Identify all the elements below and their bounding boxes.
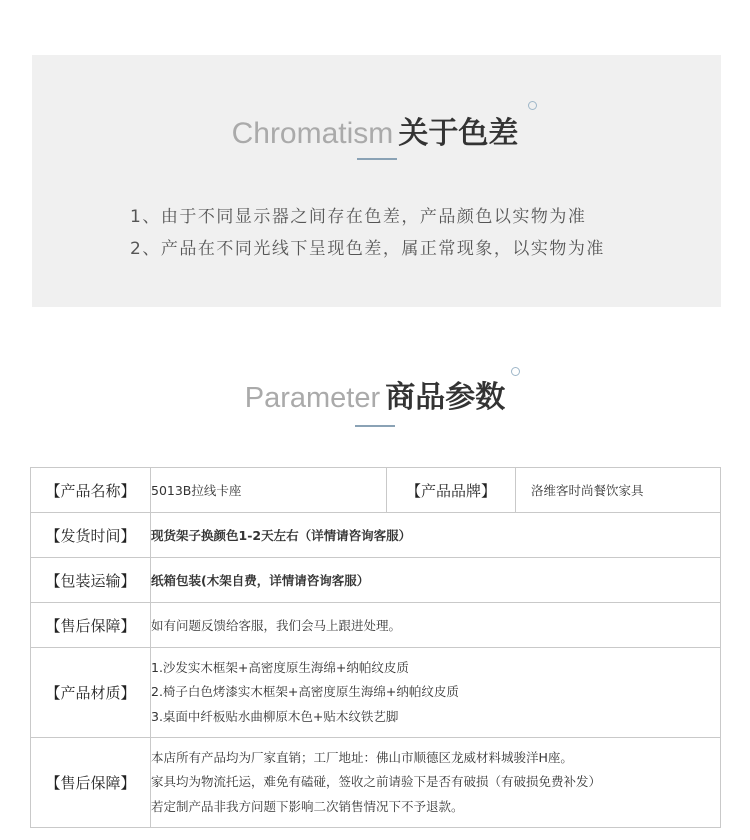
material-line-3: 3.桌面中纤板贴水曲柳原木色+贴木纹铁艺脚 <box>151 708 399 724</box>
decorative-circle-icon <box>511 367 520 376</box>
shipping-time-value: 现货架子换颜色1-2天左右（详情请咨询客服） <box>151 513 721 558</box>
product-name-value: 5013B拉线卡座 <box>151 468 387 513</box>
packaging-label: 【包装运输】 <box>31 558 151 603</box>
product-name-label: 【产品名称】 <box>31 468 151 513</box>
packaging-value: 纸箱包装(木架自费，详情请咨询客服） <box>151 558 721 603</box>
policy-line-1: 本店所有产品均为厂家直销；工厂地址：佛山市顺德区龙威材料城骏洋H座。 <box>151 749 573 765</box>
product-brand-value: 洛维客时尚餐饮家具 <box>516 468 721 513</box>
after-sales-policy-value <box>151 738 721 828</box>
parameter-title-cn: 商品参数 <box>385 380 506 415</box>
table-row <box>31 468 721 513</box>
policy-line-3: 若定制产品非我方问题下影响二次销售情况下不予退款。 <box>151 798 464 814</box>
table-row <box>31 738 721 828</box>
chromatism-notes <box>130 201 605 265</box>
after-sales-label: 【售后保障】 <box>31 603 151 648</box>
material-label: 【产品材质】 <box>31 648 151 738</box>
table-row <box>31 603 721 648</box>
decorative-circle-icon <box>528 101 537 110</box>
after-sales-policy-label: 【售后保障】 <box>31 738 151 828</box>
policy-line-2: 家具均为物流托运，难免有磕碰，签收之前请验下是否有破损（有破损免费补发） <box>151 774 602 790</box>
chromatism-title-underline <box>357 158 397 160</box>
product-brand-label: 【产品品牌】 <box>387 468 516 513</box>
after-sales-value: 如有问题反馈给客服，我们会马上跟进处理。 <box>151 603 721 648</box>
material-line-1: 1.沙发实木框架+高密度原生海绵+纳帕纹皮质 <box>151 659 409 675</box>
chromatism-title-cn: 关于色差 <box>398 116 519 151</box>
parameter-title-en: Parameter <box>244 382 381 414</box>
table-row <box>31 558 721 603</box>
table-row <box>31 513 721 558</box>
shipping-time-label: 【发货时间】 <box>31 513 151 558</box>
material-value <box>151 648 721 738</box>
chromatism-panel <box>32 55 721 307</box>
chromatism-title-en: Chromatism <box>231 117 394 150</box>
parameter-table <box>30 467 721 828</box>
chromatism-note-2: 2、产品在不同光线下呈现色差，属正常现象，以实物为准 <box>130 239 605 259</box>
material-line-2: 2.椅子白色烤漆实木框架+高密度原生海绵+纳帕纹皮质 <box>151 684 459 700</box>
table-row <box>31 648 721 738</box>
chromatism-title <box>0 108 750 152</box>
parameter-title <box>0 372 750 416</box>
parameter-title-underline <box>355 425 395 427</box>
chromatism-note-1: 1、由于不同显示器之间存在色差，产品颜色以实物为准 <box>130 207 587 227</box>
